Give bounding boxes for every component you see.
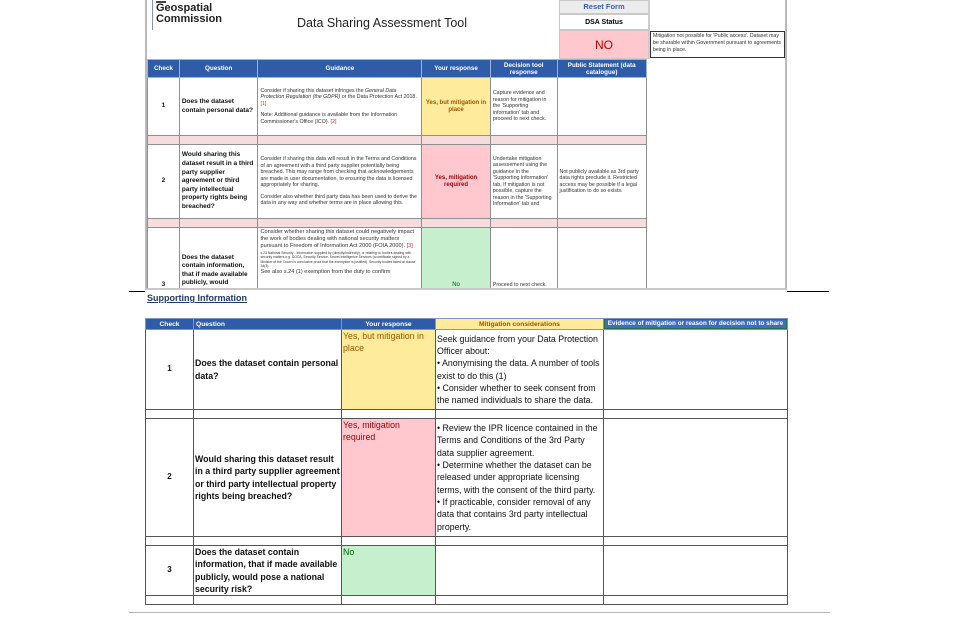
page-title: Data Sharing Assessment Tool (297, 16, 468, 30)
question-cell: Does the dataset contain personal data? (194, 330, 342, 410)
table-row (146, 419, 788, 537)
mitigation-line: • Consider whether to seek consent from the named individuals to share the data. (437, 382, 596, 406)
mitigation-cell (436, 419, 604, 537)
geospatial-commission-logo (152, 0, 224, 30)
col-header-your-response: Your response (422, 60, 491, 78)
table-header-row (146, 319, 788, 330)
response-dropdown[interactable]: Yes, but mitigation in place (422, 78, 491, 136)
mitigation-line: • Review the IPR licence contained in the Terms and Conditions of the 3rd Party data supplier agreement. (437, 423, 598, 458)
check-number: 1 (148, 78, 180, 136)
response-cell: Yes, but mitigation in place (342, 330, 436, 410)
col-header-check: Check (146, 319, 194, 330)
mitigation-cell (436, 330, 604, 410)
status-note: Mitigation not possible for 'Public access'. Dataset may be sharable within Government pursuant to agreements being in place. (650, 31, 785, 58)
guidance-cell (258, 228, 422, 290)
question-cell: Does the dataset contain information, that if made available publicly, would pose a national security risk? (194, 546, 342, 596)
table-row (146, 546, 788, 596)
evidence-input[interactable] (604, 330, 788, 410)
col-header-mitigation: Mitigation considerations (436, 319, 604, 330)
table-header-row (148, 60, 786, 78)
question-cell: Does the dataset contain information, that if made available publicly, would (179, 228, 258, 290)
empty-header-cell (646, 60, 785, 78)
response-cell: Yes, mitigation required (342, 419, 436, 537)
table-row (146, 330, 788, 410)
col-header-your-response: Your response (342, 319, 436, 330)
public-statement-cell: Not publicly available as 3rd party data rights preclude it. Restricted access may be possible if a legal justification to do so exists. (557, 145, 646, 219)
mitigation-line: • Anonymising the data. A number of tools exist to do this (1) (437, 358, 600, 381)
reference-link-3[interactable]: [3] (406, 243, 413, 249)
supporting-information-table (145, 318, 788, 605)
check-number: 2 (148, 145, 180, 219)
evidence-input[interactable] (604, 546, 788, 596)
divider (129, 291, 145, 292)
mitigation-line: Seek guidance from your Data Protection Officer about: (437, 333, 598, 356)
spacer-row (146, 537, 788, 546)
check-number: 3 (148, 228, 180, 290)
guidance-cell (258, 78, 422, 136)
reference-link-2[interactable]: [2] (330, 118, 337, 125)
spacer-row (146, 596, 788, 605)
col-header-question: Question (194, 319, 342, 330)
evidence-header-text: Evidence of mitigation or reason for decision not to share (604, 319, 787, 329)
gdpr-reference: General Data Protection Regulation (the GDPR) (260, 87, 397, 101)
mitigation-line: • Determine whether the dataset can be released under appropriate licensing terms, with the consent of the third party. (437, 460, 596, 495)
assessment-sheet (145, 0, 787, 290)
empty-cell (646, 145, 785, 219)
reference-link-1[interactable]: [1] (260, 100, 267, 107)
decision-cell: Undertake mitigation assessement using the guidance in the 'Supporting information' tab. If mitigation is not possible, capture the reason in the 'Supporting Information' tab and (490, 145, 557, 219)
col-header-guidance: Guidance (258, 60, 422, 78)
empty-cell (646, 228, 785, 290)
divider (787, 291, 829, 292)
guidance-text: Consider whether sharing this dataset could negatively impact the work of bodies dealing with national security matters pursuant to Freedom of Information Act 2000 (FOIA 2000). (260, 229, 415, 249)
supporting-information-title: Supporting Information (147, 293, 247, 303)
guidance-text: or the Data Protection Act 2018. (340, 94, 417, 101)
mitigation-line: • If practicable, consider removal of any data that contains 3rd party intellectual property. (437, 496, 591, 532)
guidance-text: Consider also whether third party data has been used to derive the data in any way and whether terms are in place allowing this. (260, 193, 417, 207)
public-statement-cell (557, 78, 646, 136)
response-dropdown[interactable]: Yes, mitigation required (422, 145, 491, 219)
mitigation-cell (436, 546, 604, 596)
spacer-row (148, 136, 786, 145)
foia-exemption-text: s.23 National Security - Information supplied by (directly/indirectly), or relating to, bodies dealing with security matters e.g. SOCA, Security Service, Secret Intelligence Services (a certificate signed by a Minister of the Crown is conclusive proof that the exemption is justified). Security bodies listed at clause 34(3). (260, 251, 416, 269)
reset-form-button[interactable]: Reset Form (559, 0, 649, 14)
spacer-row (146, 410, 788, 419)
public-statement-cell (557, 228, 646, 290)
empty-cell (646, 78, 785, 136)
question-cell: Would sharing this dataset result in a third party supplier agreement or third party intellectual property rights being breached? (194, 419, 342, 537)
guidance-text-cut: See also s.24 (1) exemption from the duty to confirm (260, 268, 391, 275)
spacer-row (148, 219, 786, 228)
table-row (148, 78, 786, 136)
evidence-input[interactable] (604, 419, 788, 537)
assessment-table (147, 59, 785, 290)
guidance-text: Consider if sharing this data will result in the Terms and Conditions of an agreement with a third party supplier potentially being breached. This may range from checking that acknowledgements are made in user documentation, to ensuring the data is licensed appropriately for sharing. (260, 156, 417, 189)
col-header-decision: Decision tool response (490, 60, 557, 78)
table-row (148, 228, 786, 290)
logo-line-2: Commission (156, 13, 223, 25)
response-dropdown[interactable]: No (422, 228, 491, 290)
response-cell: No (342, 546, 436, 596)
guidance-text: Consider if sharing this dataset infringes the (260, 87, 365, 94)
dsa-status-label: DSA Status (559, 14, 649, 30)
question-cell: Does the dataset contain personal data? (179, 78, 258, 136)
col-header-evidence[interactable] (604, 319, 788, 330)
table-row (148, 145, 786, 219)
check-number: 3 (146, 546, 194, 596)
check-number: 2 (146, 419, 194, 537)
decision-cell: Proceed to next check. (490, 228, 557, 290)
question-cell: Would sharing this dataset result in a third party supplier agreement or third party intellectual property rights being breached? (179, 145, 258, 219)
guidance-note: Note: Additional guidance is available from the Information Commissioner's Office (ICO). (260, 112, 398, 125)
divider (129, 612, 830, 613)
col-header-public-statement: Public Statement (data catalogue) (557, 60, 646, 78)
dsa-status-value: NO (559, 30, 649, 59)
col-header-check: Check (148, 60, 180, 78)
check-number: 1 (146, 330, 194, 410)
decision-cell: Capture evidence and reason for mitigation in the 'Supporting information' tab and proceed to next check. (490, 78, 557, 136)
guidance-cell (258, 145, 422, 219)
col-header-question: Question (179, 60, 258, 78)
logo-line-1: Geospatial (156, 2, 213, 14)
